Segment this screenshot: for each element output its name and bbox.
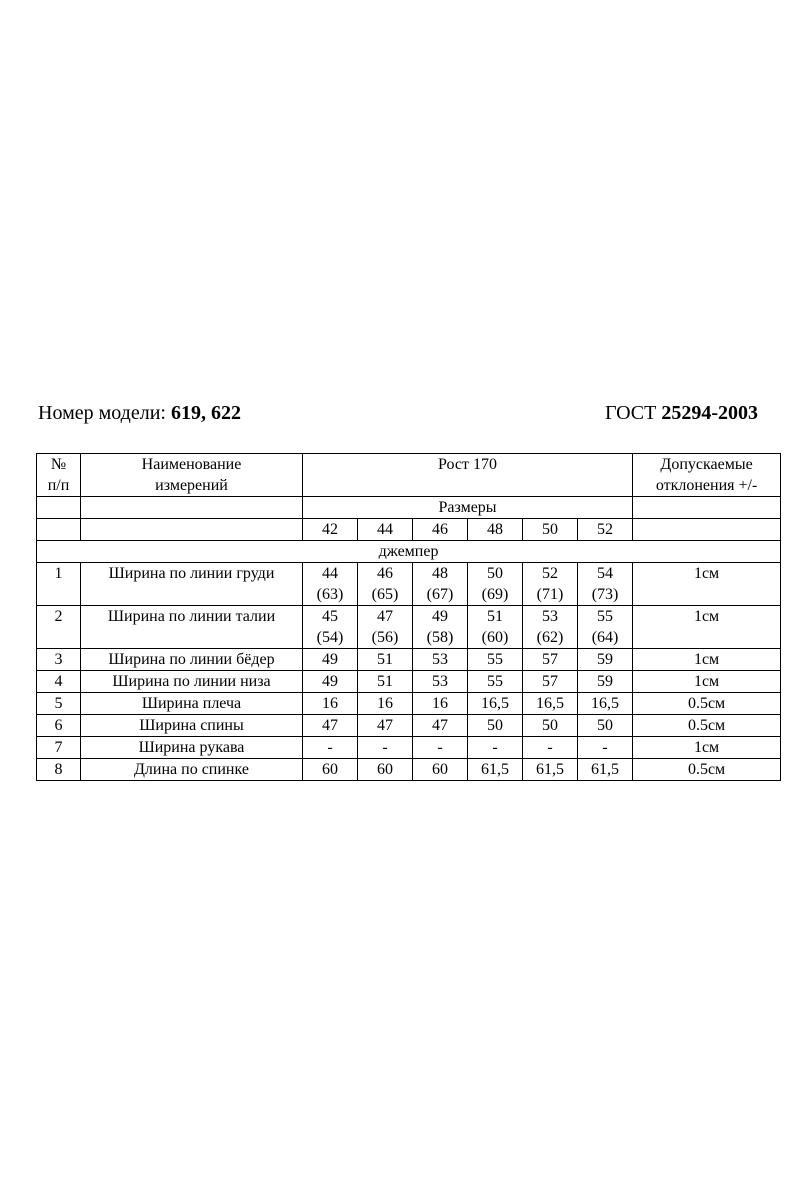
value-cell: 16,5 [468,693,523,715]
gost-info [605,402,758,425]
tolerance-cell: 0.5см [633,693,781,715]
size-cell: 44 [358,519,413,541]
value-cell: 55 (64) [578,606,633,649]
value-cell: 59 [578,671,633,693]
header-row-1 [37,454,781,497]
table-row [37,759,781,781]
table-row [37,606,781,649]
empty-cell [81,519,303,541]
value-cell: - [578,737,633,759]
value-cell: 49 [303,671,358,693]
table-row [37,563,781,606]
value-cell: 50 (69) [468,563,523,606]
value-cell: 55 [468,649,523,671]
table-row [37,737,781,759]
value-cell: 50 [578,715,633,737]
section-row [37,541,781,563]
sizes-header: Размеры [303,497,633,519]
value-cell: 54 (73) [578,563,633,606]
tolerance-cell: 1см [633,671,781,693]
value-cell: 51 [358,649,413,671]
empty-cell [81,497,303,519]
value-cell: 16,5 [523,693,578,715]
value-cell: 52 (71) [523,563,578,606]
model-label: Номер модели: [38,402,166,424]
value-cell: 60 [303,759,358,781]
table-row [37,649,781,671]
value-cell: - [358,737,413,759]
value-cell: 61,5 [523,759,578,781]
measurement-name: Ширина плеча [81,693,303,715]
value-cell: 50 [523,715,578,737]
value-cell: 47 (56) [358,606,413,649]
measurement-name: Ширина рукава [81,737,303,759]
value-cell: 44 (63) [303,563,358,606]
value-cell: 46 (65) [358,563,413,606]
row-number: 4 [37,671,81,693]
tolerance-cell: 1см [633,563,781,606]
model-number: 619, 622 [170,402,241,424]
value-cell: 51 [358,671,413,693]
value-cell: 55 [468,671,523,693]
tolerance-cell: 1см [633,606,781,649]
model-info [38,402,241,425]
empty-cell [37,519,81,541]
tolerance-cell: 1см [633,649,781,671]
row-number: 6 [37,715,81,737]
empty-cell [633,519,781,541]
value-cell: 57 [523,649,578,671]
height-header: Рост 170 [303,454,633,497]
gost-number: 25294-2003 [661,402,758,424]
value-cell: 16,5 [578,693,633,715]
size-cell: 50 [523,519,578,541]
value-cell: 57 [523,671,578,693]
col-num-header: № п/п [37,454,81,497]
size-chart-table [36,453,781,781]
value-cell: - [468,737,523,759]
value-cell: 16 [413,693,468,715]
value-cell: 16 [358,693,413,715]
section-title: джемпер [37,541,781,563]
sizes-row [37,519,781,541]
value-cell: 50 [468,715,523,737]
size-cell: 52 [578,519,633,541]
measurement-name: Ширина по линии низа [81,671,303,693]
row-number: 7 [37,737,81,759]
row-number: 1 [37,563,81,606]
value-cell: 53 [413,671,468,693]
empty-cell [37,497,81,519]
value-cell: - [303,737,358,759]
row-number: 3 [37,649,81,671]
value-cell: 53 [413,649,468,671]
measurement-name: Ширина по линии талии [81,606,303,649]
col-name-header: Наименование измерений [81,454,303,497]
value-cell: 61,5 [578,759,633,781]
gost-label: ГОСТ [605,402,657,424]
row-number: 5 [37,693,81,715]
tolerance-cell: 0.5см [633,759,781,781]
table-row [37,671,781,693]
value-cell: - [413,737,468,759]
value-cell: 49 (58) [413,606,468,649]
size-cell: 48 [468,519,523,541]
value-cell: 47 [413,715,468,737]
row-number: 8 [37,759,81,781]
table-row [37,715,781,737]
value-cell: 48 (67) [413,563,468,606]
value-cell: 60 [358,759,413,781]
value-cell: 53 (62) [523,606,578,649]
size-cell: 46 [413,519,468,541]
empty-cell [633,497,781,519]
tolerance-header: Допускаемые отклонения +/- [633,454,781,497]
value-cell: 51 (60) [468,606,523,649]
value-cell: 16 [303,693,358,715]
document-header [38,402,758,430]
measurement-name: Ширина спины [81,715,303,737]
value-cell: 47 [303,715,358,737]
measurement-name: Ширина по линии груди [81,563,303,606]
row-number: 2 [37,606,81,649]
value-cell: 60 [413,759,468,781]
value-cell: - [523,737,578,759]
tolerance-cell: 0.5см [633,715,781,737]
measurement-name: Длина по спинке [81,759,303,781]
value-cell: 45 (54) [303,606,358,649]
value-cell: 49 [303,649,358,671]
table-row [37,693,781,715]
value-cell: 59 [578,649,633,671]
value-cell: 61,5 [468,759,523,781]
value-cell: 47 [358,715,413,737]
measurement-name: Ширина по линии бёдер [81,649,303,671]
tolerance-cell: 1см [633,737,781,759]
size-cell: 42 [303,519,358,541]
header-row-2 [37,497,781,519]
